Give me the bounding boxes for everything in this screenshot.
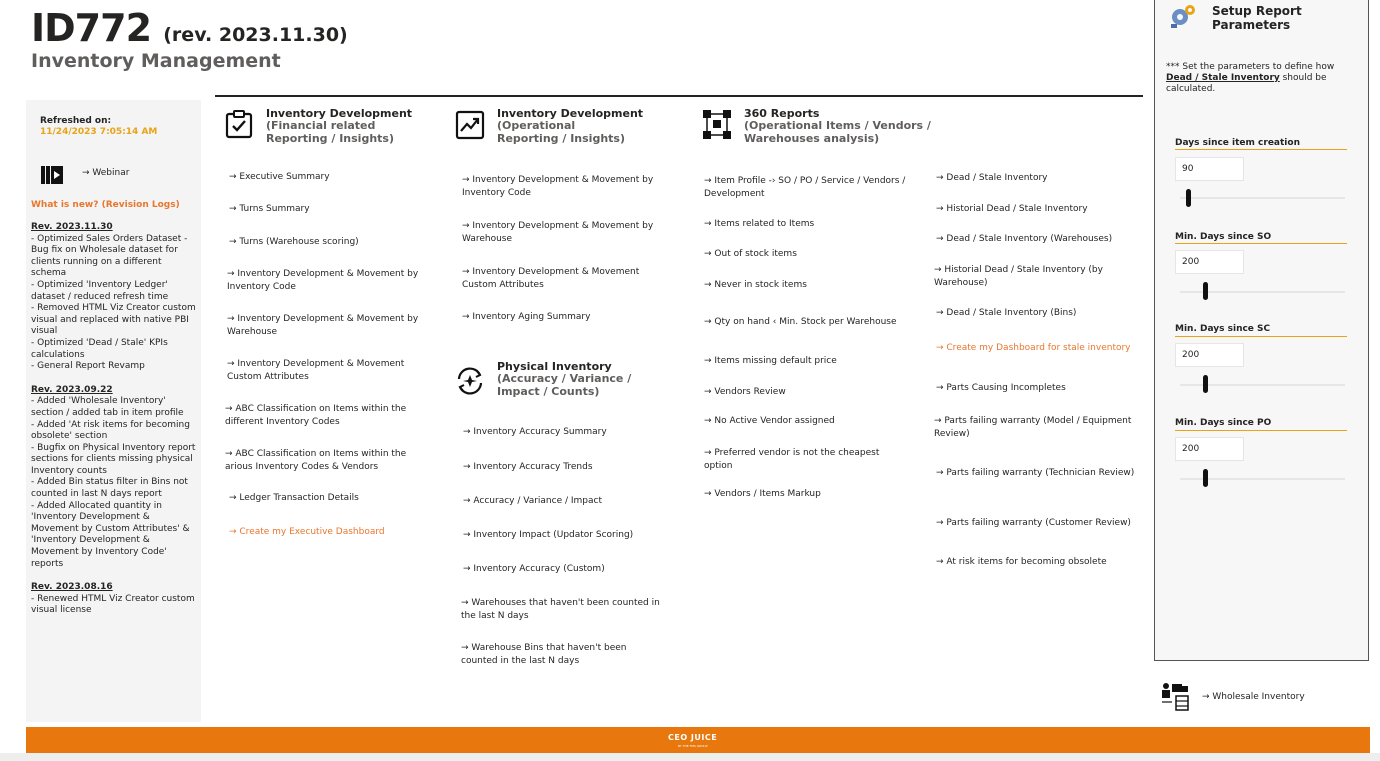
link-no-active-vendor[interactable]: → No Active Vendor assigned xyxy=(704,416,835,426)
physical-section-subtitle: (Accuracy / Variance / Impact / Counts) xyxy=(497,372,632,398)
header-divider xyxy=(215,95,1143,97)
param-input-days-creation[interactable]: 90 xyxy=(1175,157,1244,181)
param-label-days-po: Min. Days since PO xyxy=(1175,418,1272,428)
link-inventory-impact-updator[interactable]: → Inventory Impact (Updator Scoring) xyxy=(463,530,634,540)
link-create-executive-dashboard[interactable]: → Create my Executive Dashboard xyxy=(229,527,385,537)
revision-version: Rev. 2023.09.22 xyxy=(31,384,113,395)
revision-log-list xyxy=(31,222,196,629)
param-divider xyxy=(1175,430,1347,431)
link-inventory-aging[interactable]: → Inventory Aging Summary xyxy=(462,312,591,322)
param-slider-days-so[interactable] xyxy=(1203,282,1208,300)
param-slider-days-sc[interactable] xyxy=(1203,375,1208,393)
param-slider-days-po[interactable] xyxy=(1203,469,1208,487)
ceojuice-logo: CEO JUICE xyxy=(668,733,718,742)
revision-notes: - Optimized Sales Orders Dataset - Bug fix on Wholesale dataset for clients running on a different schema - Optimized 'Inventory Ledger' dataset / reduced refresh time - Removed HTML Viz Creator custom visual and replaced with native PBI visual - Optimized 'Dead / Stale' KPIs calculations - General Report Revamp xyxy=(31,233,196,372)
link-dead-stale-bins[interactable]: → Dead / Stale Inventory (Bins) xyxy=(936,308,1077,318)
page-subtitle: Inventory Management xyxy=(31,50,281,72)
link-parts-incompletes[interactable]: → Parts Causing Incompletes xyxy=(936,383,1066,393)
link-executive-summary[interactable]: → Executive Summary xyxy=(229,172,330,182)
link-operational-inv-dev-code[interactable]: → Inventory Development & Movement by Inventory Code xyxy=(462,175,654,198)
bottom-scroll-area xyxy=(0,753,1380,761)
link-operational-inv-dev-custom[interactable]: → Inventory Development & Movement Custom Attributes xyxy=(462,267,640,290)
clipboard-check-icon xyxy=(224,109,254,139)
link-financial-inv-dev-warehouse[interactable]: → Inventory Development & Movement by Warehouse xyxy=(227,314,419,337)
param-divider xyxy=(1175,336,1347,337)
link-operational-inv-dev-warehouse[interactable]: → Inventory Development & Movement by Warehouse xyxy=(462,221,654,244)
link-create-stale-dashboard[interactable]: → Create my Dashboard for stale inventory xyxy=(936,343,1131,353)
link-parts-warranty-model[interactable]: → Parts failing warranty (Model / Equipment Review) xyxy=(934,416,1132,439)
webinar-book-icon[interactable] xyxy=(40,164,64,186)
trend-chart-icon xyxy=(455,110,485,140)
link-qty-below-min[interactable]: → Qty on hand ‹ Min. Stock per Warehouse xyxy=(704,317,897,327)
refreshed-label: Refreshed on: xyxy=(40,116,112,126)
link-out-of-stock[interactable]: → Out of stock items xyxy=(704,249,797,259)
param-divider xyxy=(1175,149,1347,150)
whats-new-heading: What is new? (Revision Logs) xyxy=(31,200,180,210)
link-missing-default-price[interactable]: → Items missing default price xyxy=(704,356,837,366)
link-items-related[interactable]: → Items related to Items xyxy=(704,219,815,229)
operational-section-subtitle: (Operational Reporting / Insights) xyxy=(497,119,625,145)
report-revision: (rev. 2023.11.30) xyxy=(163,24,348,46)
link-bins-not-counted[interactable]: → Warehouse Bins that haven't been counted in the last N days xyxy=(461,643,627,666)
link-parts-warranty-technician[interactable]: → Parts failing warranty (Technician Review) xyxy=(936,468,1135,478)
parameters-title: Setup Report Parameters xyxy=(1212,4,1302,32)
page-title xyxy=(31,6,348,50)
link-accuracy-summary[interactable]: → Inventory Accuracy Summary xyxy=(463,427,607,437)
financial-section-title: Inventory Development xyxy=(266,107,413,120)
link-accuracy-custom[interactable]: → Inventory Accuracy (Custom) xyxy=(463,564,605,574)
link-dead-stale[interactable]: → Dead / Stale Inventory xyxy=(936,173,1048,183)
param-label-days-so: Min. Days since SO xyxy=(1175,232,1272,242)
link-dead-stale-warehouses[interactable]: → Dead / Stale Inventory (Warehouses) xyxy=(936,234,1113,244)
parameters-note-bold: Dead / Stale Inventory xyxy=(1166,73,1280,83)
param-slider-track xyxy=(1180,197,1345,199)
reports360-section-title: 360 Reports xyxy=(744,107,820,120)
webinar-link[interactable]: → Webinar xyxy=(82,168,130,178)
link-historial-dead-stale-warehouse[interactable]: → Historial Dead / Stale Inventory (by Warehouse) xyxy=(934,265,1103,288)
link-historial-dead-stale[interactable]: → Historial Dead / Stale Inventory xyxy=(936,204,1088,214)
link-never-in-stock[interactable]: → Never in stock items xyxy=(704,280,807,290)
link-financial-inv-dev-custom[interactable]: → Inventory Development & Movement Custom Attributes xyxy=(227,359,405,382)
revision-notes: - Renewed HTML Viz Creator custom visual license xyxy=(31,593,195,616)
reports360-section-subtitle: (Operational Items / Vendors / Warehouses analysis) xyxy=(744,119,931,145)
refresh-sparkle-icon xyxy=(453,364,487,398)
revision-version: Rev. 2023.08.16 xyxy=(31,582,113,593)
param-divider xyxy=(1175,243,1347,244)
param-input-days-so[interactable]: 200 xyxy=(1175,250,1244,274)
physical-section-title: Physical Inventory xyxy=(497,360,612,373)
param-input-days-sc[interactable]: 200 xyxy=(1175,343,1244,367)
link-accuracy-trends[interactable]: → Inventory Accuracy Trends xyxy=(463,462,593,472)
link-at-risk-obsolete[interactable]: → At risk items for becoming obsolete xyxy=(936,557,1107,567)
link-abc-codes-vendors[interactable]: → ABC Classification on Items within the arious Inventory Codes & Vendors xyxy=(225,449,407,472)
link-preferred-vendor-not-cheapest[interactable]: → Preferred vendor is not the cheapest option xyxy=(704,448,880,471)
link-turns-summary[interactable]: → Turns Summary xyxy=(229,204,310,214)
financial-section-subtitle: (Financial related Reporting / Insights) xyxy=(266,119,394,145)
revision-notes: - Added 'Wholesale Inventory' section / added tab in item profile - Added 'At risk items for becoming obsolete' section - Bugfix on Physical Inventory report sections for clients missing physical Inventory counts - Added Bin status filter in Bins not counted in last N days report - Added Allocated quantity in 'Inventory Development & Movement by Custom Attributes' & 'Inventory Development & Movement by Inventory Code' reports xyxy=(31,396,196,569)
param-input-days-po[interactable]: 200 xyxy=(1175,437,1244,461)
refreshed-value: 11/24/2023 7:05:14 AM xyxy=(40,127,158,137)
link-vendors-review[interactable]: → Vendors Review xyxy=(704,387,786,397)
link-financial-inv-dev-code[interactable]: → Inventory Development & Movement by Inventory Code xyxy=(227,269,419,292)
link-item-profile[interactable]: → Item Profile -› SO / PO / Service / Vendors / Development xyxy=(704,176,906,199)
settings-gears-icon xyxy=(1167,2,1199,30)
operational-section-title: Inventory Development xyxy=(497,107,644,120)
link-accuracy-variance-impact[interactable]: → Accuracy / Variance / Impact xyxy=(463,496,603,506)
parameters-note xyxy=(1166,62,1362,95)
revision-version: Rev. 2023.11.30 xyxy=(31,222,113,232)
link-turns-warehouse[interactable]: → Turns (Warehouse scoring) xyxy=(229,237,359,247)
param-label-days-sc: Min. Days since SC xyxy=(1175,324,1271,334)
report-id: ID772 xyxy=(31,6,152,50)
param-slider-days-creation[interactable] xyxy=(1186,189,1191,207)
revision-entry xyxy=(31,582,196,617)
revision-entry xyxy=(31,222,196,373)
revision-entry xyxy=(31,385,196,571)
param-label-days-creation: Days since item creation xyxy=(1175,138,1300,148)
parameters-note-suffix: should be calculated. xyxy=(1166,73,1327,94)
wholesale-inventory-link[interactable]: → Wholesale Inventory xyxy=(1202,692,1305,702)
link-parts-warranty-customer[interactable]: → Parts failing warranty (Customer Review) xyxy=(936,518,1131,528)
parameters-note-prefix: *** Set the parameters to define how xyxy=(1166,62,1335,72)
link-warehouses-not-counted[interactable]: → Warehouses that haven't been counted in the last N days xyxy=(461,598,660,621)
ceojuice-tagline: BY THE FMS GROUP xyxy=(678,744,708,748)
cubes-network-icon xyxy=(700,108,734,142)
link-ledger-transactions[interactable]: → Ledger Transaction Details xyxy=(229,493,359,503)
link-abc-inventory-codes[interactable]: → ABC Classification on Items within the different Inventory Codes xyxy=(225,404,407,427)
wholesale-truck-icon[interactable] xyxy=(1160,682,1192,712)
link-vendors-items-markup[interactable]: → Vendors / Items Markup xyxy=(704,489,821,499)
